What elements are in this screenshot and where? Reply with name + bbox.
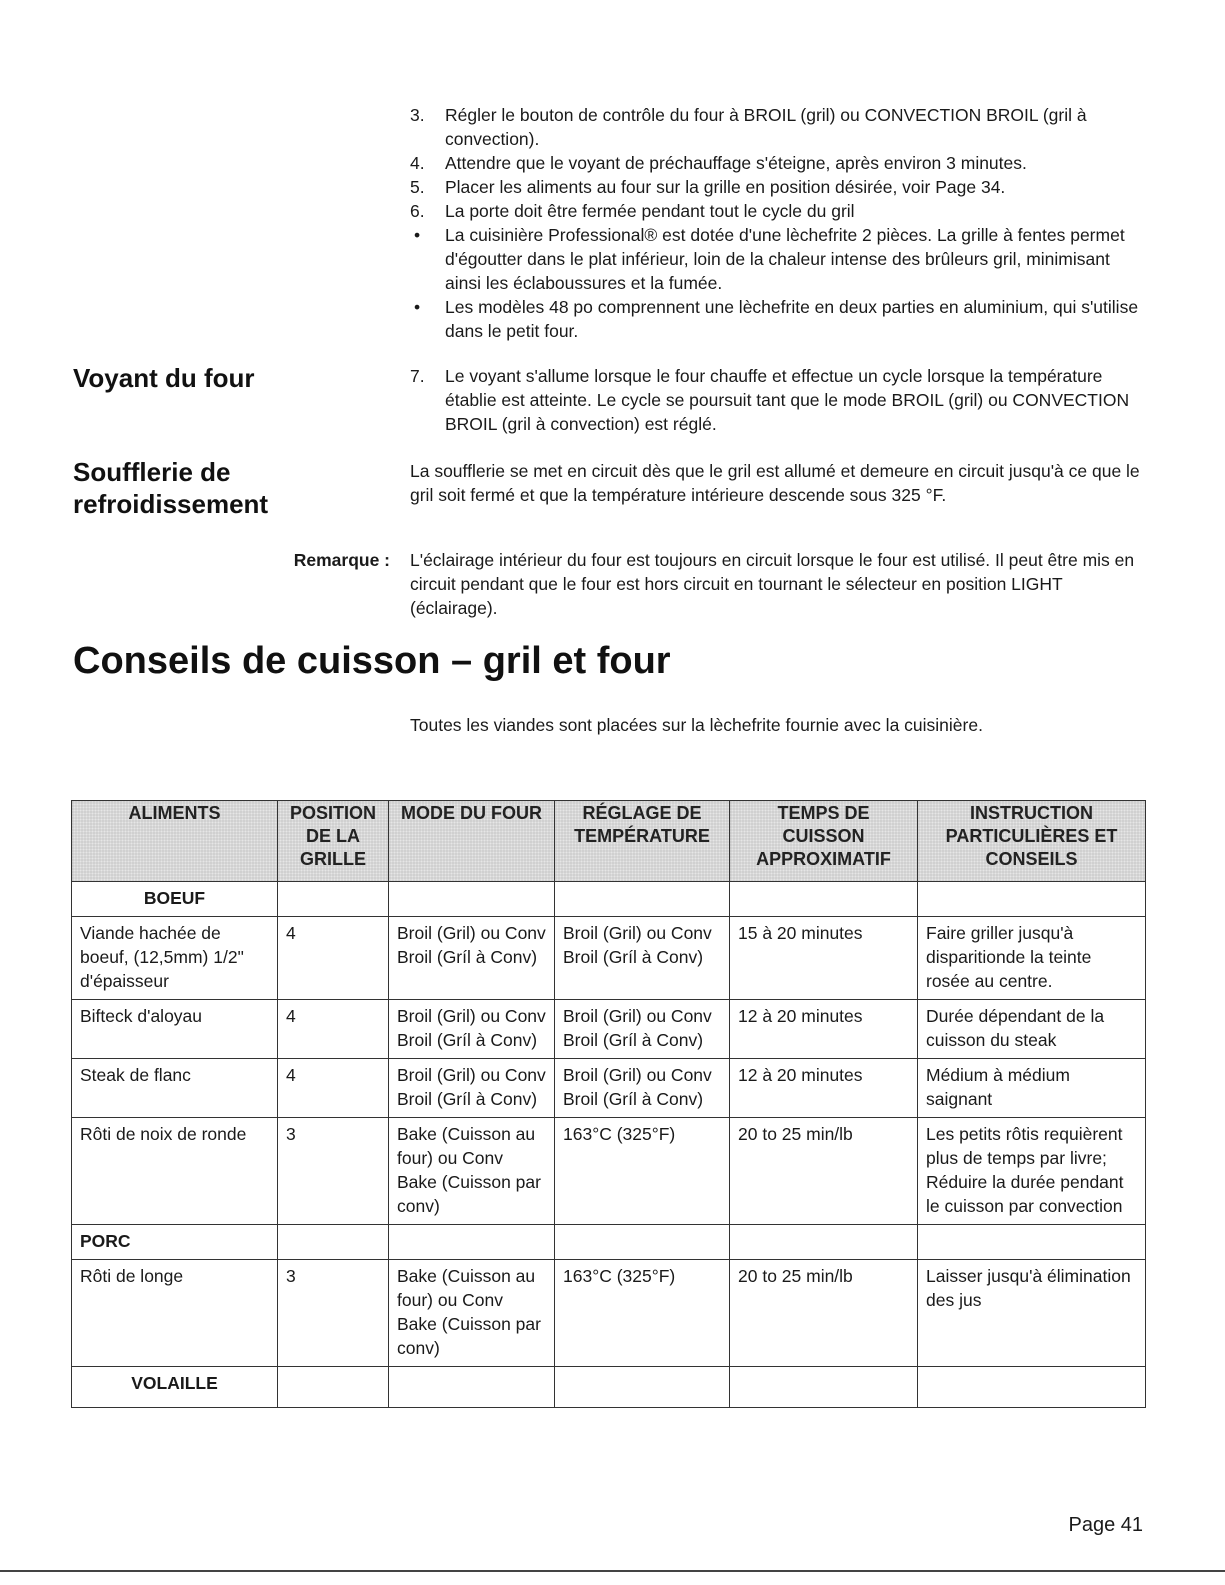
cell-position: 3 [278,1118,389,1225]
table-category-row [72,882,1146,917]
table-category-row [72,1367,1146,1408]
remarque-label: Remarque : [293,550,390,570]
cell-instructions: Durée dépendant de la cuisson du steak [918,1000,1146,1059]
header-temps-cuisson: TEMPS DE CUISSON APPROXIMATIF [730,801,918,882]
cell-aliment: Rôti de longe [72,1260,278,1367]
cell-temperature: 163°C (325°F) [555,1118,730,1225]
cell-temps: 12 à 20 minutes [730,1000,918,1059]
voyant-step [410,364,1145,436]
remarque-text: L'éclairage intérieur du four est toujours en circuit lorsque le four est utilisé. Il peut être mis en circuit pendant que le four est hors circuit en tournant le sélecteur en position LIGHT (éclairage). [410,550,1135,618]
bullet-icon: • [414,225,421,245]
cell-mode: Broil (Gril) ou Conv Broil (Gríl à Conv) [389,917,555,1000]
step-number: 5. [410,177,425,197]
page-number: Page 41 [1068,1514,1143,1536]
cell-instructions: Laisser jusqu'à élimination des jus [918,1260,1146,1367]
section-title: Conseils de cuisson – gril et four [73,640,671,682]
bullet-item [410,223,1145,295]
cell-position: 4 [278,917,389,1000]
cell-temps: 20 to 25 min/lb [730,1118,918,1225]
cell-aliment: Viande hachée de boeuf, (12,5mm) 1/2" d'épaisseur [72,917,278,1000]
step-item [410,364,1145,436]
step-item [410,175,1145,199]
cell-mode: Broil (Gril) ou Conv Broil (Gríl à Conv) [389,1059,555,1118]
step-item [410,151,1145,175]
soufflerie-heading-line1: Soufflerie de [73,457,231,487]
cooking-table [71,800,1146,1408]
table-row [72,1000,1146,1059]
cell-temperature: Broil (Gril) ou Conv Broil (Gríl à Conv) [555,1000,730,1059]
header-mode-four: MODE DU FOUR [389,801,555,882]
voyant-heading: Voyant du four [73,363,255,393]
cell-position: 3 [278,1260,389,1367]
cell-aliment: Bifteck d'aloyau [72,1000,278,1059]
category-porc: PORC [80,1231,131,1251]
cell-temperature: Broil (Gril) ou Conv Broil (Gríl à Conv) [555,917,730,1000]
step-number: 3. [410,105,425,125]
bullet-text: La cuisinière Professional® est dotée d'une lèchefrite 2 pièces. La grille à fentes permet d'égoutter dans le plat inférieur, loin de la chaleur intense des brûleurs gril, minimisant ainsi les éclaboussures et la fumée. [445,225,1125,293]
cell-mode: Bake (Cuisson au four) ou Conv Bake (Cuisson par conv) [389,1118,555,1225]
bullet-text: Les modèles 48 po comprennent une lèchefrite en deux parties en aluminium, qui s'utilise dans le petit four. [445,297,1139,341]
soufflerie-text: La soufflerie se met en circuit dès que le gril est allumé et demeure en circuit jusqu'à ce que le gril soit fermé et que la température intérieure descende sous 325 °F. [410,461,1140,505]
cell-aliment: Rôti de noix de ronde [72,1118,278,1225]
cell-position: 4 [278,1000,389,1059]
step-number: 4. [410,153,425,173]
cell-instructions: Les petits rôtis requièrent plus de temps par livre; Réduire la durée pendant le cuisson par convection [918,1118,1146,1225]
intro-text: Toutes les viandes sont placées sur la lèchefrite fournie avec la cuisinière. [410,715,983,735]
step-item [410,103,1145,151]
table-row [72,1118,1146,1225]
cell-temperature: 163°C (325°F) [555,1260,730,1367]
header-reglage-temperature: RÉGLAGE DE TEMPÉRATURE [555,801,730,882]
soufflerie-heading-line2: refroidissement [73,489,269,519]
table-row [72,1260,1146,1367]
header-aliments: ALIMENTS [72,801,278,882]
step-text: La porte doit être fermée pendant tout le cycle du gril [445,201,855,221]
bullet-item [410,295,1145,343]
category-boeuf: BOEUF [143,888,206,908]
cell-position: 4 [278,1059,389,1118]
bottom-rule [0,1570,1225,1572]
cell-mode: Broil (Gril) ou Conv Broil (Gríl à Conv) [389,1000,555,1059]
step-text: Régler le bouton de contrôle du four à BROIL (gril) ou CONVECTION BROIL (gril à convection). [445,105,1087,149]
table-header-row [72,801,1146,882]
bullet-icon: • [414,297,421,317]
category-volaille: VOLAILLE [131,1373,218,1393]
cell-instructions: Médium à médium saignant [918,1059,1146,1118]
step-text: Le voyant s'allume lorsque le four chauffe et effectue un cycle lorsque la température établie est atteinte. Le cycle se poursuit tant que le mode BROIL (gril) ou CONVECTION BROIL (gril à convection) est réglé. [445,366,1130,434]
table-category-row [72,1225,1146,1260]
step-item [410,199,1145,223]
instruction-steps [410,103,1145,343]
header-instructions: INSTRUCTION PARTICULIÈRES ET CONSEILS [918,801,1146,882]
cell-temps: 20 to 25 min/lb [730,1260,918,1367]
step-text: Placer les aliments au four sur la grille en position désirée, voir Page 34. [445,177,1006,197]
step-number: 6. [410,201,425,221]
cell-aliment: Steak de flanc [72,1059,278,1118]
cell-temps: 12 à 20 minutes [730,1059,918,1118]
soufflerie-heading [73,456,268,520]
header-position-grille: POSITION DE LA GRILLE [278,801,389,882]
step-text: Attendre que le voyant de préchauffage s'éteigne, après environ 3 minutes. [445,153,1027,173]
step-number: 7. [410,366,425,386]
cell-mode: Bake (Cuisson au four) ou Conv Bake (Cuisson par conv) [389,1260,555,1367]
cell-instructions: Faire griller jusqu'à disparitionde la teinte rosée au centre. [918,917,1146,1000]
table-row [72,1059,1146,1118]
table-row [72,917,1146,1000]
cell-temperature: Broil (Gril) ou Conv Broil (Gríl à Conv) [555,1059,730,1118]
cell-temps: 15 à 20 minutes [730,917,918,1000]
